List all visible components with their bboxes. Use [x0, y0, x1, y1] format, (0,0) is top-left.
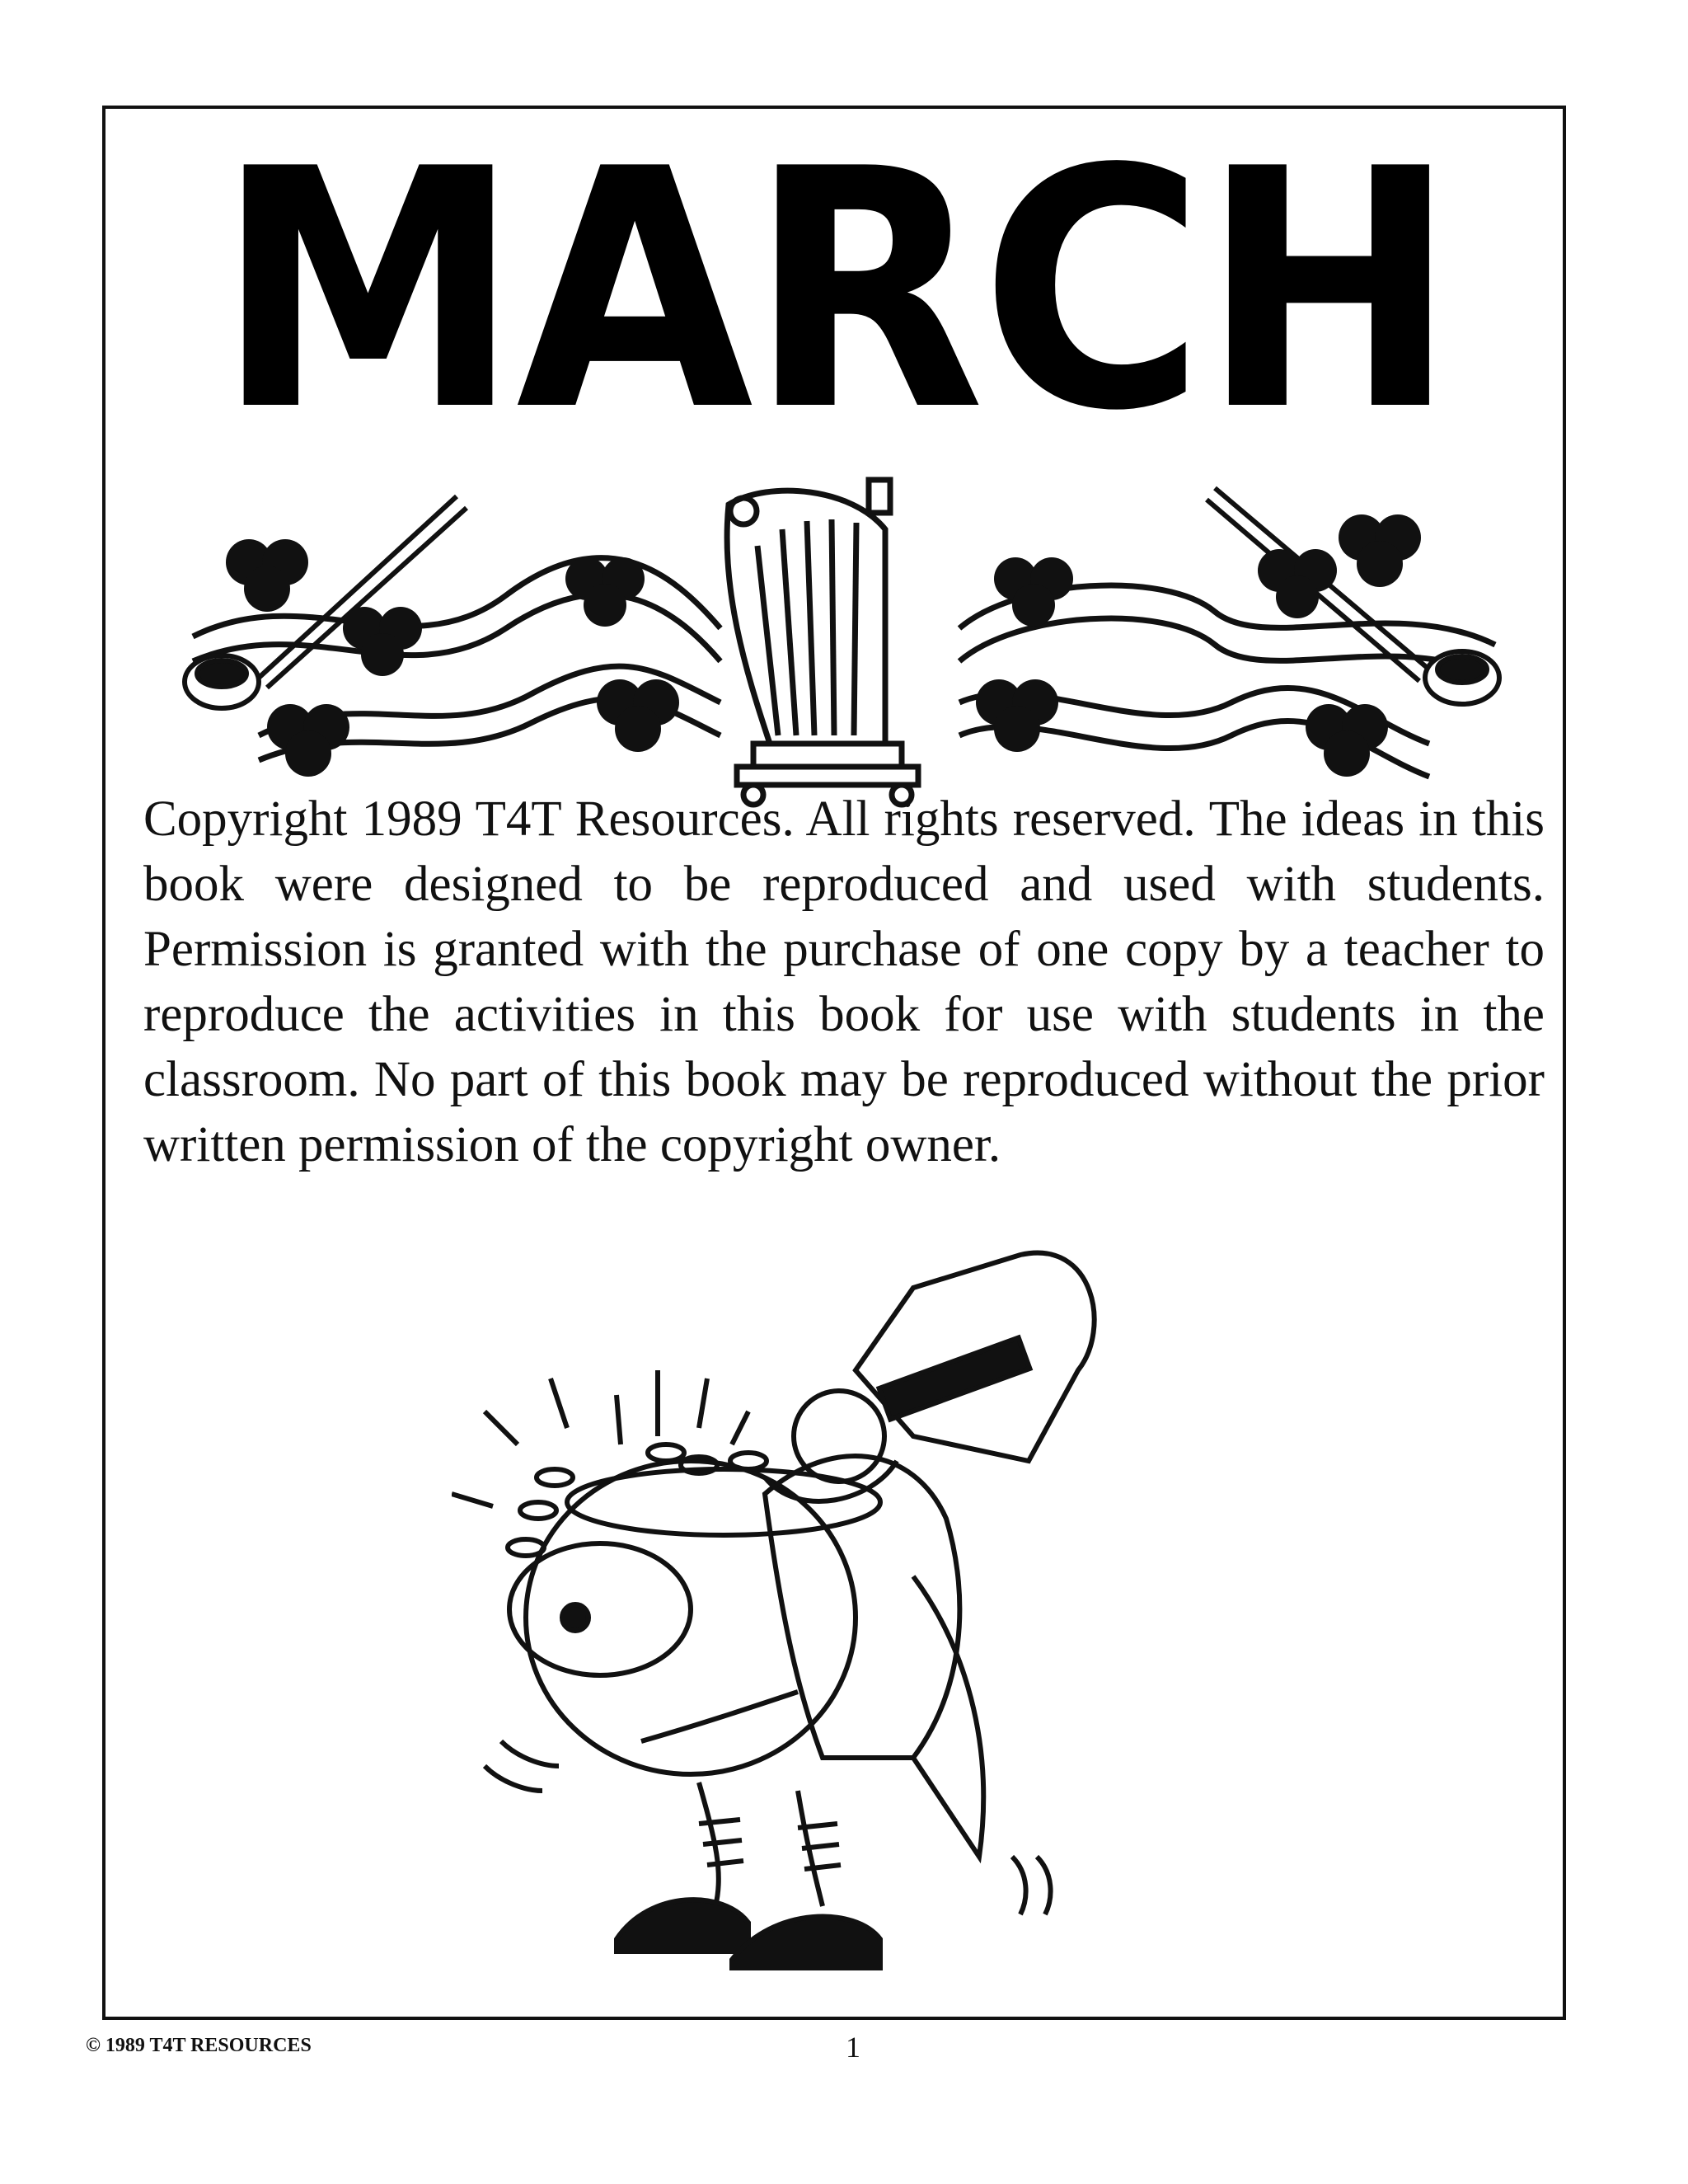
leprechaun-illustration — [452, 1230, 1276, 1972]
footer-copyright: © 1989 T4T RESOURCES — [86, 2035, 312, 2056]
page-number: 1 — [846, 2031, 860, 2064]
page-title: MARCH — [215, 100, 1453, 483]
page-frame — [102, 100, 1566, 2020]
copyright-notice: Copyright 1989 T4T Resources. All rights reserved. The ideas in this book were designed to be reproduced and used with students. Permission is granted with the purchase of one copy by a teacher to reproduce the activities in this book for use with students in the classroom. No part of this book may be reproduced without the prior written permission of the copyright owner. — [143, 791, 1545, 1172]
